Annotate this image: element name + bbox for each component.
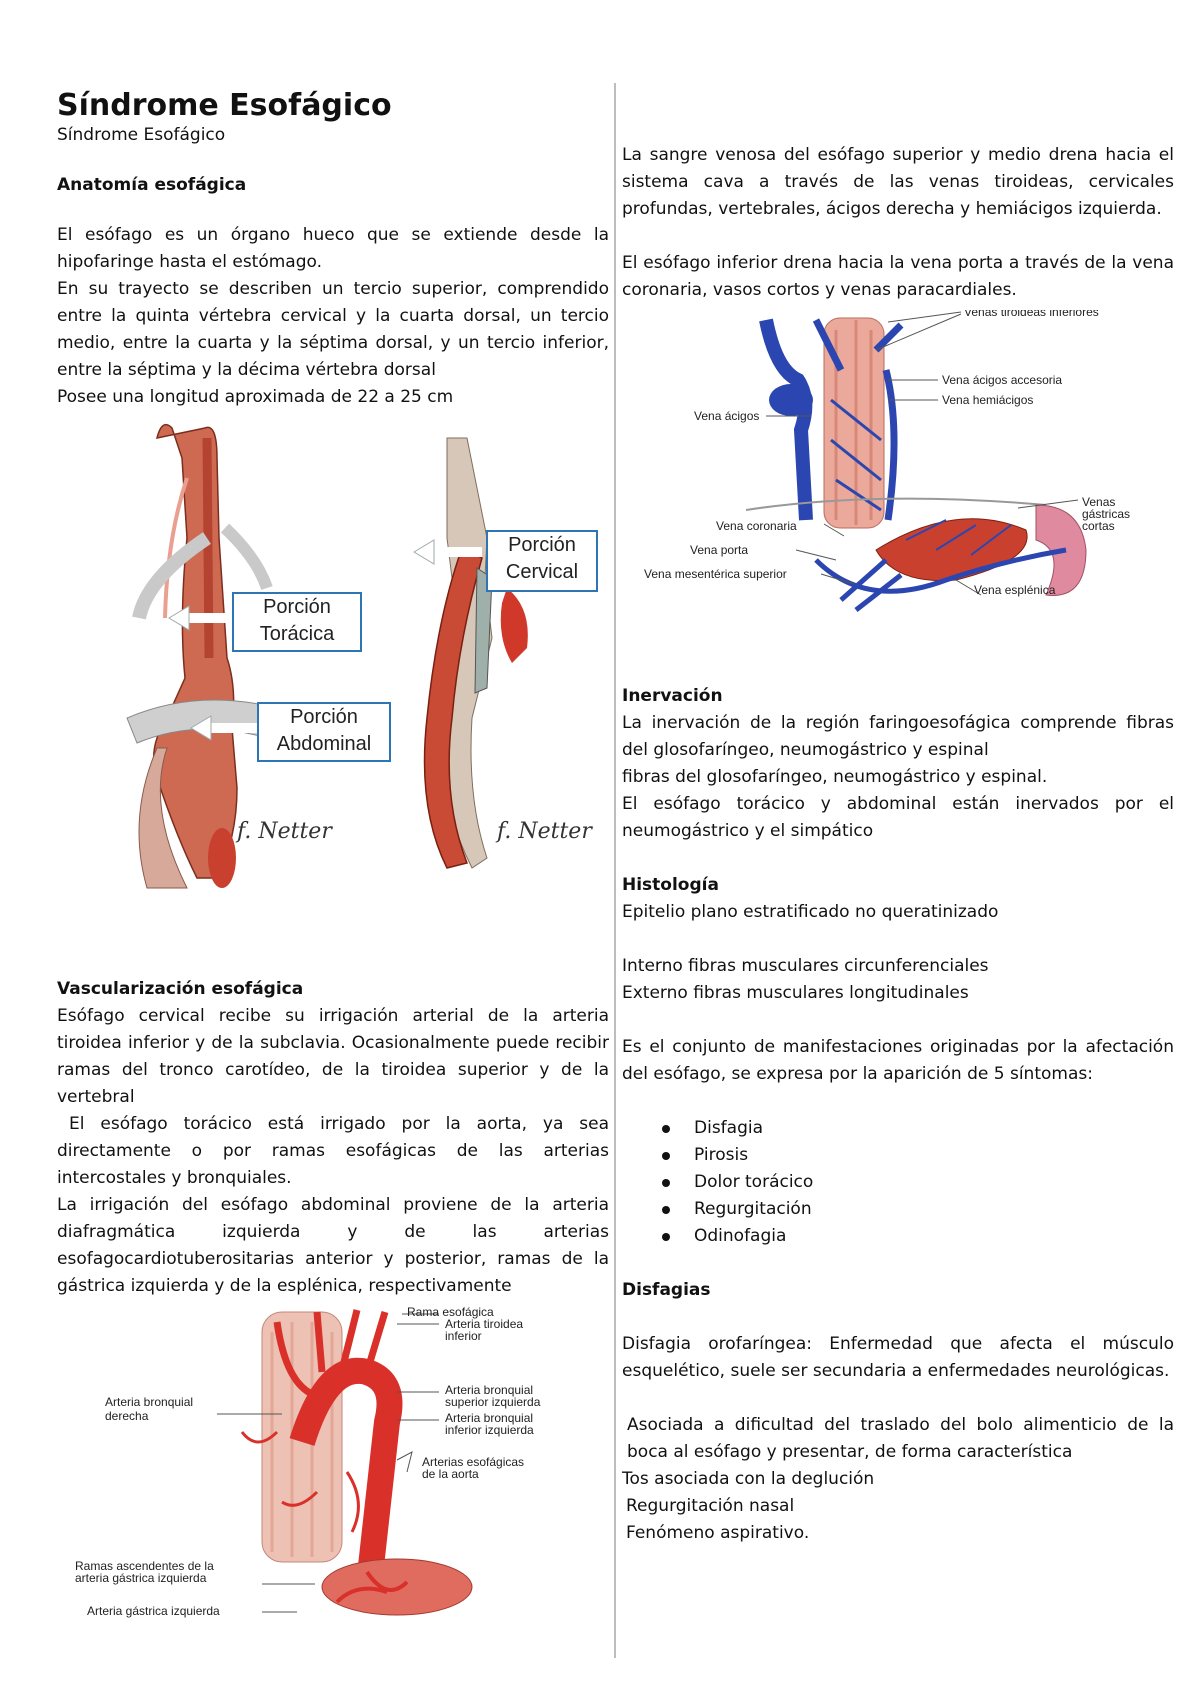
dysphagia-paragraph-1: Disfagia orofaríngea: Enfermedad que afecta el músculo esquelético, suele ser secundaria a enfermedades neurológicas. bbox=[622, 1334, 1174, 1381]
symptom-item: Regurgitación bbox=[622, 1196, 1174, 1223]
venous-paragraph-1: La sangre venosa del esófago superior y medio drena hacia el sistema cava a través de las venas tiroideas, cervicales profundas, vertebrales, ácigos derecha y hemiácigos izquierda. bbox=[622, 145, 1174, 219]
venous-paragraph-2: El esófago inferior drena hacia la vena porta a través de la vena coronaria, vasos cortos y venas paracardiales. bbox=[622, 253, 1174, 300]
label-arterias-esofagicas-line-1: Arterias esofágicas bbox=[422, 1455, 525, 1469]
vasc-heading: Vascularización esofágica bbox=[57, 979, 304, 999]
label-bronquial-sup-line-2: superior izquierda bbox=[445, 1395, 541, 1409]
label-ramas-ascendentes-line-2: arteria gástrica izquierda bbox=[75, 1571, 207, 1585]
label-bronquial-inf-line-1: Arteria bronquial bbox=[445, 1411, 534, 1425]
vasc-paragraph-1: Esófago cervical recibe su irrigación arterial de la arteria tiroidea inferior y de la subclavia. Ocasionalmente puede recibir ramas del tronco carotídeo, de la tiroidea superior y de la vertebral bbox=[57, 1006, 609, 1107]
esophagus-anatomy-figure bbox=[87, 418, 607, 918]
label-vena-acigos: Vena ácigos bbox=[694, 409, 760, 423]
label-arteria-gastrica: Arteria gástrica izquierda bbox=[87, 1604, 220, 1618]
dysphagia-paragraph-5: Fenómeno aspirativo. bbox=[626, 1523, 810, 1543]
anatomy-paragraph-1: El esófago es un órgano hueco que se extiende desde la hipofaringe hasta el estómago. bbox=[57, 225, 609, 272]
histology-paragraph-3: Externo fibras musculares longitudinales bbox=[622, 983, 969, 1003]
svg-text:f. Netter: f. Netter bbox=[497, 819, 592, 844]
label-arteria-tiroidea-line-1: Arteria tiroidea bbox=[445, 1317, 524, 1331]
dysphagia-heading: Disfagias bbox=[622, 1280, 711, 1300]
dysphagia-paragraph-4: Regurgitación nasal bbox=[626, 1496, 795, 1516]
arterial-supply-figure bbox=[67, 1302, 607, 1622]
label-porcion-toracica-line-1: Porción bbox=[263, 596, 331, 618]
venous-drainage-figure bbox=[626, 310, 1174, 650]
symptom-list bbox=[622, 1115, 1174, 1250]
label-vena-porta: Vena porta bbox=[690, 543, 749, 557]
histology-paragraph-2: Interno fibras musculares circunferenciales bbox=[622, 956, 989, 976]
label-porcion-cervical-line-1: Porción bbox=[508, 534, 576, 556]
label-venas-tiroideas: Venas tiroideas inferiores bbox=[964, 310, 1099, 319]
symptom-item: Disfagia bbox=[622, 1115, 1174, 1142]
innervation-paragraph-1: La inervación de la región faringoesofágica comprende fibras del glosofaríngeo, neumogástrico y espinal bbox=[622, 713, 1174, 760]
vasc-paragraph-3: La irrigación del esófago abdominal proviene de la arteria diafragmática izquierda y de las arterias esofagocardiotuberositarias anterior y posterior, ramas de la gástrica izquierda y de la esplénica, respectivamente bbox=[57, 1195, 609, 1296]
label-porcion-abdominal-line-1: Porción bbox=[290, 706, 358, 728]
page-subtitle: Síndrome Esofágico bbox=[57, 125, 226, 145]
anatomy-paragraph-2: En su trayecto se describen un tercio superior, comprendido entre la quinta vértebra cervical y la cuarta dorsal, un tercio medio, entre la cuarta y la séptima dorsal, y un tercio inferior, entre la séptima y la décima vértebra dorsal bbox=[57, 279, 609, 380]
label-vena-esplenica: Vena esplénica bbox=[974, 583, 1056, 597]
innervation-heading: Inervación bbox=[622, 686, 723, 706]
label-ramas-ascendentes-line-1: Ramas ascendentes de la bbox=[75, 1559, 214, 1573]
page-title: Síndrome Esofágico bbox=[57, 88, 392, 123]
label-vena-mesenterica: Vena mesentérica superior bbox=[644, 567, 787, 581]
histology-paragraph-1: Epitelio plano estratificado no queratinizado bbox=[622, 902, 999, 922]
histology-heading: Histología bbox=[622, 875, 719, 895]
label-bronquial-derecha-line-1: Arteria bronquial bbox=[105, 1395, 194, 1409]
esophagus-anatomy-illustration bbox=[87, 418, 607, 918]
label-porcion-abdominal bbox=[257, 702, 391, 762]
label-porcion-toracica bbox=[232, 592, 362, 652]
vasc-paragraph-2: El esófago torácico está irrigado por la aorta, ya sea directamente o por ramas esofágicas de las arterias intercostales y bronquiales. bbox=[57, 1114, 609, 1188]
label-vena-hemiacigos: Vena hemiácigos bbox=[942, 393, 1034, 407]
label-porcion-abdominal-line-2: Abdominal bbox=[276, 733, 372, 755]
syndrome-intro: Es el conjunto de manifestaciones originadas por la afectación del esófago, se expresa por la aparición de 5 síntomas: bbox=[622, 1037, 1174, 1084]
label-rama-esofagica: Rama esofágica bbox=[407, 1305, 494, 1319]
innervation-paragraph-3: El esófago torácico y abdominal están inervados por el neumogástrico y el simpático bbox=[622, 794, 1174, 841]
innervation-paragraph-2: fibras del glosofaríngeo, neumogástrico y espinal. bbox=[622, 767, 1048, 787]
venous-drainage-illustration bbox=[626, 310, 1174, 650]
label-venas-gastricas-line-3: cortas bbox=[1082, 519, 1115, 533]
label-bronquial-derecha-line-2: derecha bbox=[105, 1409, 149, 1423]
label-vena-coronaria: Vena coronaria bbox=[716, 519, 797, 533]
anatomy-paragraph-3: Posee una longitud aproximada de 22 a 25 cm bbox=[57, 387, 454, 407]
column-divider bbox=[614, 83, 616, 1658]
svg-text:f. Netter: f. Netter bbox=[237, 819, 332, 844]
anatomy-heading: Anatomía esofágica bbox=[57, 175, 247, 195]
label-porcion-cervical-line-2: Cervical bbox=[505, 561, 579, 583]
label-bronquial-sup-line-1: Arteria bronquial bbox=[445, 1383, 534, 1397]
label-bronquial-inf-line-2: inferior izquierda bbox=[445, 1423, 534, 1437]
label-arterias-esofagicas-line-2: de la aorta bbox=[422, 1467, 479, 1481]
symptom-item: Odinofagia bbox=[622, 1223, 1174, 1250]
label-vena-acigos-accesoria: Vena ácigos accesoria bbox=[942, 373, 1063, 387]
symptom-item: Dolor torácico bbox=[622, 1169, 1174, 1196]
label-porcion-cervical bbox=[486, 530, 598, 592]
dysphagia-paragraph-3: Tos asociada con la deglución bbox=[622, 1469, 875, 1489]
label-arteria-tiroidea-line-2: inferior bbox=[445, 1329, 482, 1343]
arterial-supply-illustration bbox=[67, 1302, 607, 1622]
symptom-item: Pirosis bbox=[622, 1142, 1174, 1169]
label-venas-gastricas-line-2: gástricas bbox=[1082, 507, 1131, 521]
label-porcion-toracica-line-2: Torácica bbox=[259, 623, 335, 645]
dysphagia-paragraph-2: Asociada a dificultad del traslado del bolo alimenticio de la boca al esófago y presentar, de forma característica bbox=[627, 1415, 1174, 1462]
label-venas-gastricas-line-1: Venas bbox=[1082, 495, 1116, 509]
